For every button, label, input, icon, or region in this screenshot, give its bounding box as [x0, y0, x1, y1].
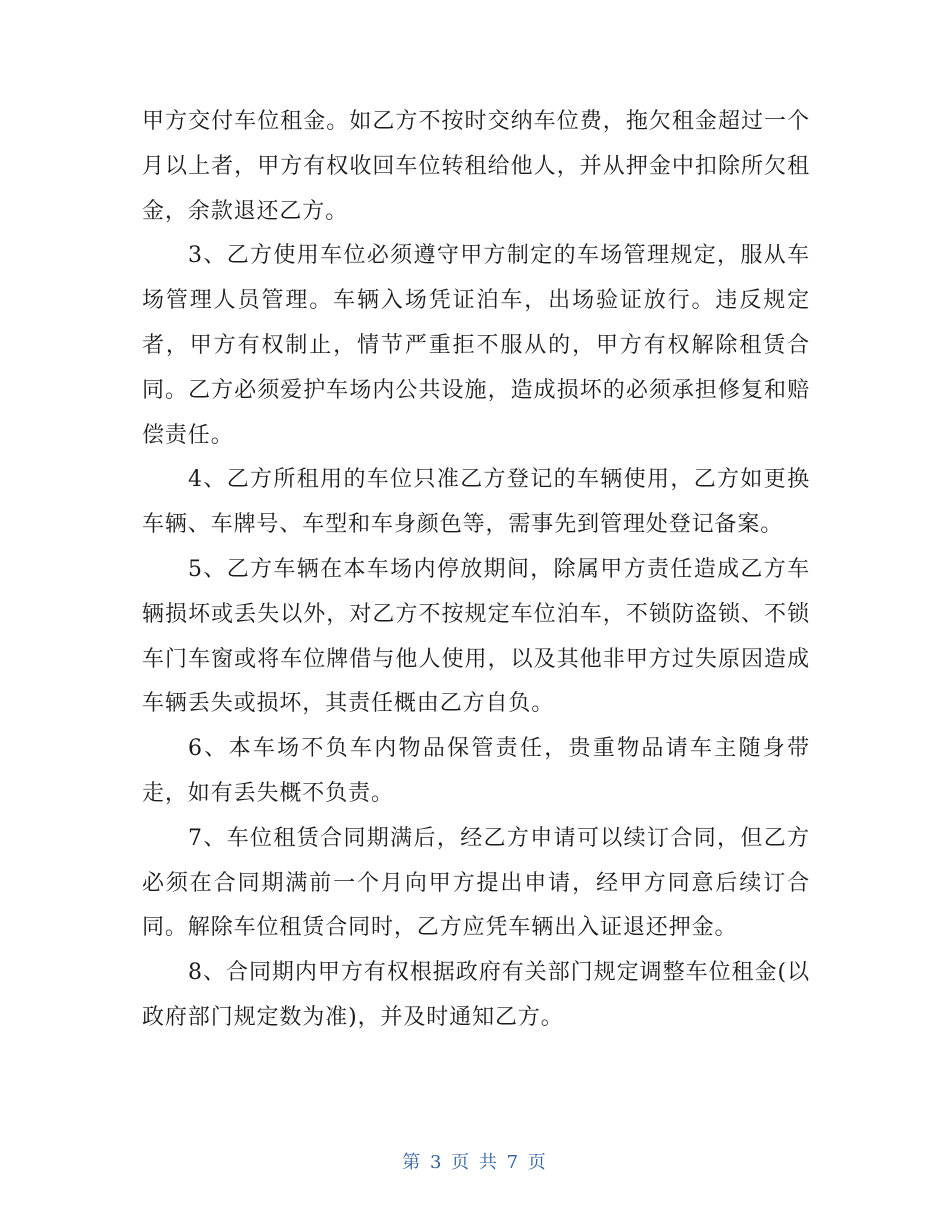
- paragraph-continuation: 甲方交付车位租金。如乙方不按时交纳车位费，拖欠租金超过一个月以上者，甲方有权收回车位转租给他人，并从押金中扣除所欠租金，余款退还乙方。: [142, 109, 810, 224]
- paragraph-clause-6: 6、本车场不负车内物品保管责任，贵重物品请车主随身带走，如有丢失概不负责。: [142, 736, 810, 806]
- paragraph-clause-4: 4、乙方所租用的车位只准乙方登记的车辆使用，乙方如更换车辆、车牌号、车型和车身颜色等，需事先到管理处登记备案。: [142, 467, 810, 538]
- document-body: [142, 100, 810, 1041]
- paragraph-clause-7: 7、车位租赁合同期满后，经乙方申请可以续订合同，但乙方必须在合同期满前一个月向甲方提出申请，经甲方同意后续订合同。解除车位租赁合同时，乙方应凭车辆出入证退还押金。: [142, 825, 810, 941]
- page-number-footer: 第 3 页 共 7 页: [402, 1152, 548, 1173]
- paragraph-clause-5: 5、乙方车辆在本车场内停放期间，除属甲方责任造成乙方车辆损坏或丢失以外，对乙方不按规定车位泊车，不锁防盗锁、不锁车门车窗或将车位牌借与他人使用，以及其他非甲方过失原因造成车辆丢失或损坏，其责任概由乙方自负。: [142, 556, 810, 717]
- paragraph-clause-3: 3、乙方使用车位必须遵守甲方制定的车场管理规定，服从车场管理人员管理。车辆入场凭证泊车，出场验证放行。违反规定者，甲方有权制止，情节严重拒不服从的，甲方有权解除租赁合同。乙方必须爱护车场内公共设施，造成损坏的必须承担修复和赔偿责任。: [142, 243, 810, 448]
- paragraph-clause-8: 8、合同期内甲方有权根据政府有关部门规定调整车位租金(以政府部门规定数为准)，并及时通知乙方。: [142, 960, 810, 1030]
